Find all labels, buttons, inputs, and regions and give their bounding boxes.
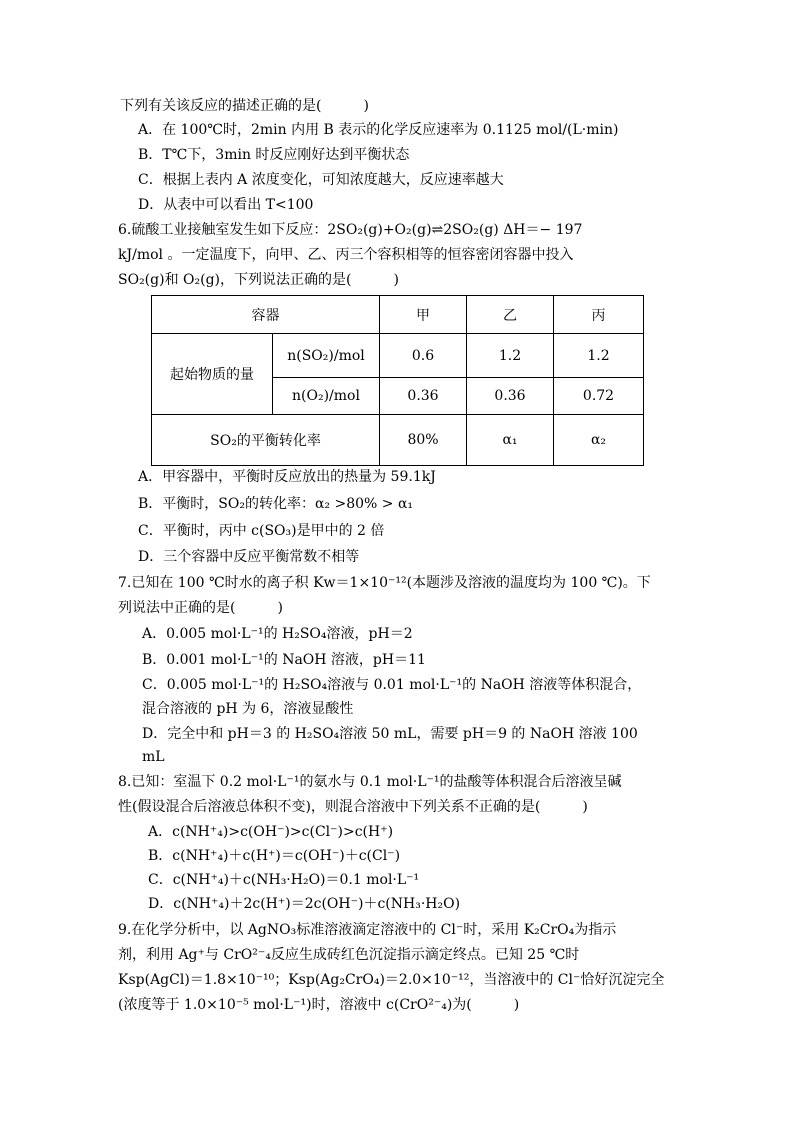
q5-option-d: D．从表中可以看出 T<100	[138, 197, 314, 213]
q8-stem-line1: 8.已知：室温下 0.2 mol·L⁻¹的氨水与 0.1 mol·L⁻¹的盐酸等体积混合后溶液呈碱	[118, 774, 622, 790]
q8-option-d: D．c(NH⁺₄)＋2c(H⁺)＝2c(OH⁻)＋c(NH₃·H₂O)	[148, 896, 461, 912]
q8-option-b: B．c(NH⁺₄)＋c(H⁺)＝c(OH⁻)＋c(Cl⁻)	[148, 848, 401, 864]
header-container: 容器	[152, 296, 380, 334]
q7-option-c: C．0.005 mol·L⁻¹的 H₂SO₄溶液与 0.01 mol·L⁻¹的 NaOH 溶液等体积混合，	[142, 677, 642, 693]
q8-option-c: C．c(NH⁺₄)＋c(NH₃·H₂O)＝0.1 mol·L⁻¹	[148, 872, 420, 888]
cell-conversion-jia: 80%	[380, 415, 467, 466]
cell-conversion-yi: α₁	[467, 415, 554, 466]
q9-stem-line2: 剂，利用 Ag⁺与 CrO²⁻₄反应生成砖红色沉淀指示滴定终点。已知 25 ℃时	[118, 947, 580, 963]
row-so2-label: n(SO₂)/mol	[273, 334, 380, 378]
q6-option-c: C．平衡时，丙中 c(SO₃)是甲中的 2 倍	[138, 523, 385, 539]
q9-stem-line1: 9.在化学分析中，以 AgNO₃标准溶液滴定溶液中的 Cl⁻时，采用 K₂CrO₄为指示	[118, 922, 617, 938]
q6-stem-line1: 6.硫酸工业接触室发生如下反应：2SO₂(g)+O₂(g)⇌2SO₂(g) ΔH＝− 197	[118, 222, 583, 238]
q6-option-d: D．三个容器中反应平衡常数不相等	[138, 549, 360, 565]
q7-stem-line2: 列说法中正确的是( )	[118, 600, 283, 616]
cell-o2-yi: 0.36	[467, 378, 554, 415]
row-conversion-label: SO₂的平衡转化率	[152, 415, 380, 466]
q7-option-d: D．完全中和 pH＝3 的 H₂SO₄溶液 50 mL，需要 pH＝9 的 NaOH 溶液 100	[142, 726, 638, 742]
cell-conversion-bing: α₂	[554, 415, 644, 466]
q7-option-d-cont: mL	[142, 749, 165, 765]
container-data-table	[151, 295, 644, 466]
q8-option-a: A．c(NH⁺₄)>c(OH⁻)>c(Cl⁻)>c(H⁺)	[148, 824, 394, 840]
q6-stem-line3: SO₂(g)和 O₂(g)，下列说法正确的是( )	[118, 272, 399, 288]
cell-o2-bing: 0.72	[554, 378, 644, 415]
q7-option-c-cont: 混合溶液的 pH 为 6，溶液显酸性	[142, 701, 354, 717]
q8-stem-line2: 性(假设混合后溶液总体积不变)，则混合溶液中下列关系不正确的是( )	[118, 799, 588, 815]
header-yi: 乙	[467, 296, 554, 334]
q5-option-c: C．根据上表内 A 浓度变化，可知浓度越大，反应速率越大	[138, 172, 504, 188]
q5-option-a: A．在 100℃时，2min 内用 B 表示的化学反应速率为 0.1125 mol/(L·min)	[138, 122, 619, 138]
q6-option-b: B．平衡时，SO₂的转化率：α₂ >80% > α₁	[138, 496, 414, 512]
q6-stem-line2: kJ/mol 。一定温度下，向甲、乙、丙三个容积相等的恒容密闭容器中投入	[118, 247, 574, 263]
cell-so2-jia: 0.6	[380, 334, 467, 378]
header-bing: 丙	[554, 296, 644, 334]
q9-stem-line3: Ksp(AgCl)＝1.8×10⁻¹⁰；Ksp(Ag₂CrO₄)＝2.0×10⁻¹²，当溶液中的 Cl⁻恰好沉淀完全	[118, 972, 665, 988]
group-label: 起始物质的量	[152, 334, 273, 415]
q5-stem: 下列有关该反应的描述正确的是( )	[120, 98, 369, 114]
q7-stem-line1: 7.已知在 100 ℃时水的离子积 Kw＝1×10⁻¹²(本题涉及溶液的温度均为 100 ℃)。下	[118, 575, 651, 591]
q7-option-b: B．0.001 mol·L⁻¹的 NaOH 溶液，pH＝11	[142, 652, 426, 668]
header-jia: 甲	[380, 296, 467, 334]
cell-so2-yi: 1.2	[467, 334, 554, 378]
q9-stem-line4: (浓度等于 1.0×10⁻⁵ mol·L⁻¹)时，溶液中 c(CrO²⁻₄)为( )	[118, 997, 520, 1013]
q7-option-a: A．0.005 mol·L⁻¹的 H₂SO₄溶液，pH＝2	[142, 626, 413, 642]
q6-option-a: A．甲容器中，平衡时反应放出的热量为 59.1kJ	[138, 469, 436, 485]
q5-option-b: B．T℃下，3min 时反应刚好达到平衡状态	[138, 147, 410, 163]
cell-o2-jia: 0.36	[380, 378, 467, 415]
cell-so2-bing: 1.2	[554, 334, 644, 378]
row-o2-label: n(O₂)/mol	[273, 378, 380, 415]
